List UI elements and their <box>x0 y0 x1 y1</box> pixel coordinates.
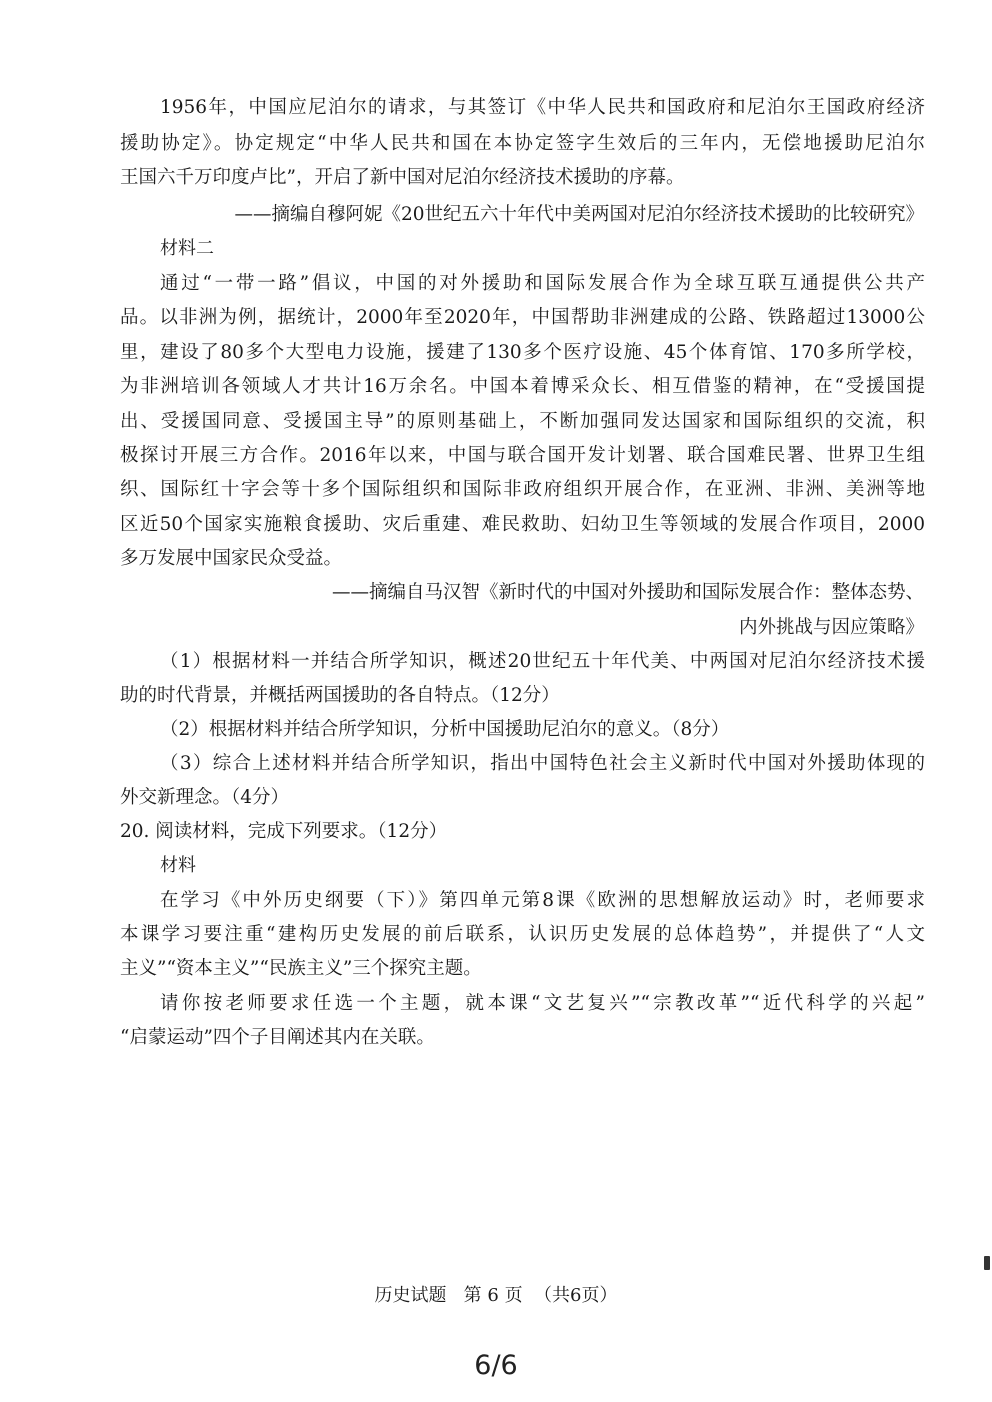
question-3-cont: 外交新理念。（4分） <box>120 787 290 808</box>
material-two-source: 内外挑战与因应策略》 <box>738 617 924 638</box>
question-20-line: 在学习《中外历史纲要（下）》第四单元第8课《欧洲的思想解放运动》时，老师要求 <box>160 890 925 911</box>
material-two-line: 区近50个国家实施粮食援助、灾后重建、难民救助、妇幼卫生等领域的发展合作项目，2000 <box>120 514 925 535</box>
question-20-line: “启蒙运动”四个子目阐述其内在关联。 <box>120 1027 435 1048</box>
question-2: （2）根据材料并结合所学知识，分析中国援助尼泊尔的意义。（8分） <box>160 719 730 740</box>
material-two-line: 出、受援国同意、受援国主导”的原则基础上，不断加强同发达国家和国际组织的交流，积 <box>120 411 925 432</box>
question-20-title: 20. 阅读材料，完成下列要求。（12分） <box>120 821 448 842</box>
material-one-line: 援助协定》。协定规定“中华人民共和国在本协定签字生效后的三年内，无偿地援助尼泊尔 <box>120 133 925 154</box>
material-one-source: ——摘编自穆阿妮《20世纪五六十年代中美两国对尼泊尔经济技术援助的比较研究》 <box>234 204 924 225</box>
question-20-line: 本课学习要注重“建构历史发展的前后联系，认识历史发展的总体趋势”，并提供了“人文 <box>120 924 925 945</box>
material-two-line: 极探讨开展三方合作。2016年以来，中国与联合国开发计划署、联合国难民署、世界卫生组 <box>120 445 925 466</box>
page-indicator: 6/6 <box>474 1350 518 1381</box>
material-one-line: 1956年，中国应尼泊尔的请求，与其签订《中华人民共和国政府和尼泊尔王国政府经济 <box>160 97 925 118</box>
material-two-line: 织、国际红十字会等十多个国际组织和国际非政府组织开展合作，在亚洲、非洲、美洲等地 <box>120 479 925 500</box>
material-two-line: 为非洲培训各领域人才共计16万余名。中国本着博采众长、相互借鉴的精神，在“受援国提 <box>120 376 925 397</box>
scan-edge-mark <box>984 1256 990 1270</box>
material-two-line: 品。以非洲为例，据统计，2000年至2020年，中国帮助非洲建成的公路、铁路超过13000公 <box>120 307 925 328</box>
question-20-line: 请你按老师要求任选一个主题，就本课“文艺复兴”“宗教改革”“近代科学的兴起” <box>160 993 925 1014</box>
question-1: （1）根据材料一并结合所学知识，概述20世纪五十年代美、中两国对尼泊尔经济技术援 <box>160 651 925 672</box>
material-two-heading: 材料二 <box>160 238 214 259</box>
material-two-line: 里，建设了80多个大型电力设施，援建了130多个医疗设施、45个体育馆、170多所学校， <box>120 342 925 363</box>
question-20-line: 主义”“资本主义”“民族主义”三个探究主题。 <box>120 958 482 979</box>
question-1-cont: 助的时代背景，并概括两国援助的各自特点。（12分） <box>120 685 560 706</box>
material-two-line: 多万发展中国家民众受益。 <box>120 548 343 569</box>
question-3: （3）综合上述材料并结合所学知识，指出中国特色社会主义新时代中国对外援助体现的 <box>160 753 925 774</box>
material-two-line: 通过“一带一路”倡议，中国的对外援助和国际发展合作为全球互联互通提供公共产 <box>160 273 925 294</box>
material-one-line: 王国六千万印度卢比”，开启了新中国对尼泊尔经济技术援助的序幕。 <box>120 167 685 188</box>
material-two-source: ——摘编自马汉智《新时代的中国对外援助和国际发展合作：整体态势、 <box>331 582 924 603</box>
page-footer: 历史试题 第 6 页 （共6页） <box>374 1285 618 1306</box>
question-20-material-heading: 材料 <box>160 855 196 876</box>
